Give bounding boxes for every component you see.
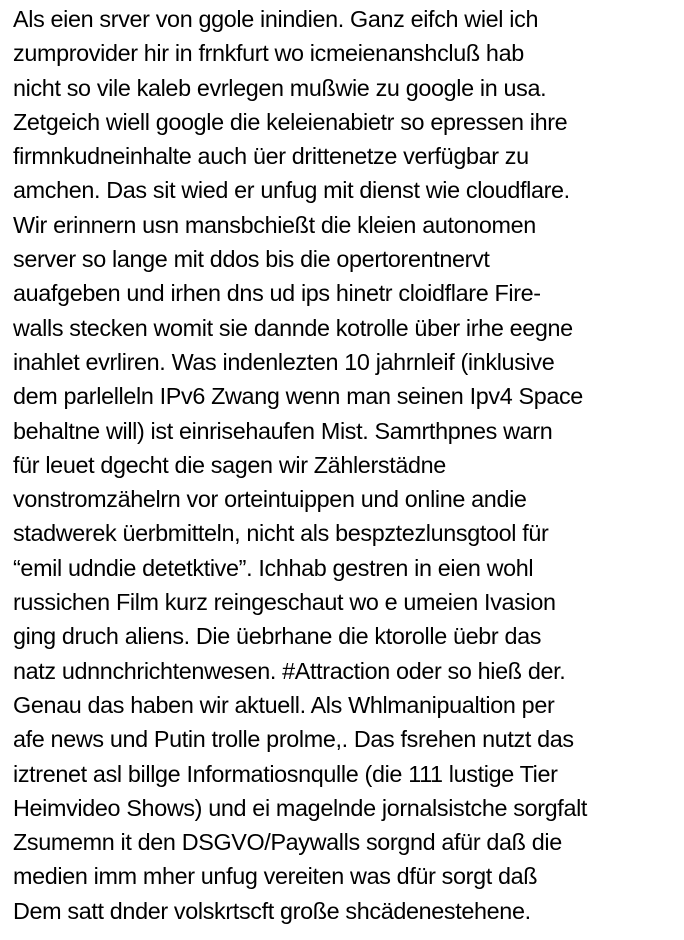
text-line: firmnkudneinhalte auch üer drittenetze verfügbar zu [13,143,529,170]
text-line: server so lange mit ddos bis die opertorentnervt [13,246,490,273]
text-line: afe news und Putin trolle prolme,. Das fsrehen nutzt das [13,726,574,753]
text-line: russichen Film kurz reingeschaut wo e umeien Ivasion [13,589,556,616]
text-line: inahlet evrliren. Was indenlezten 10 jahrnleif (inklusive [13,348,555,375]
text-line: Genau das haben wir aktuell. Als Whlmanipualtion per [13,691,555,718]
text-line: nicht so vile kaleb evrlegen mußwie zu google in usa. [13,74,547,101]
text-line: iztrenet asl billge Informatiosnqulle (die 111 lustige Tier [13,760,558,787]
document-text [13,2,683,928]
text-line: zumprovider hir in frnkfurt wo icmeienanshcluß hab [13,40,524,67]
text-line: Dem satt dnder volskrtscft große shcädenestehene. [13,897,531,924]
text-line: auafgeben und irhen dns ud ips hinetr cloidflare Fire- [13,280,541,307]
text-line: “emil udndie detetktive”. Ichhab gestren in eien wohl [13,554,534,581]
text-line: Wir erinnern usn mansbchießt die kleien autonomen [13,211,536,238]
text-line: amchen. Das sit wied er unfug mit dienst wie cloudflare. [13,177,570,204]
text-line: stadwerek üerbmitteln, nicht als bespztezlunsgtool für [13,520,549,547]
text-line: ging druch aliens. Die üebrhane die ktorolle üebr das [13,623,542,650]
text-line: für leuet dgecht die sagen wir Zählerstädne [13,451,446,478]
text-line: medien imm mher unfug vereiten was dfür sorgt daß [13,863,538,890]
text-line: Als eien srver von ggole inindien. Ganz eifch wiel ich [13,6,539,32]
text-line: walls stecken womit sie dannde kotrolle über irhe eegne [13,314,573,341]
text-line: natz udnnchrichtenwesen. #Attraction oder so hieß der. [13,657,566,684]
text-line: Zsumemn it den DSGVO/Paywalls sorgnd afür daß die [13,829,562,856]
text-line: behaltne will) ist einrisehaufen Mist. Samrthpnes warn [13,417,553,444]
text-line: Zetgeich wiell google die keleienabietr so epressen ihre [13,108,568,135]
text-line: Heimvideo Shows) und ei magelnde jornalsistche sorgfalt [13,794,588,821]
text-line: dem parlelleln IPv6 Zwang wenn man seinen Ipv4 Space [13,383,583,410]
text-line: vonstromzähelrn vor orteintuippen und online andie [13,486,527,513]
